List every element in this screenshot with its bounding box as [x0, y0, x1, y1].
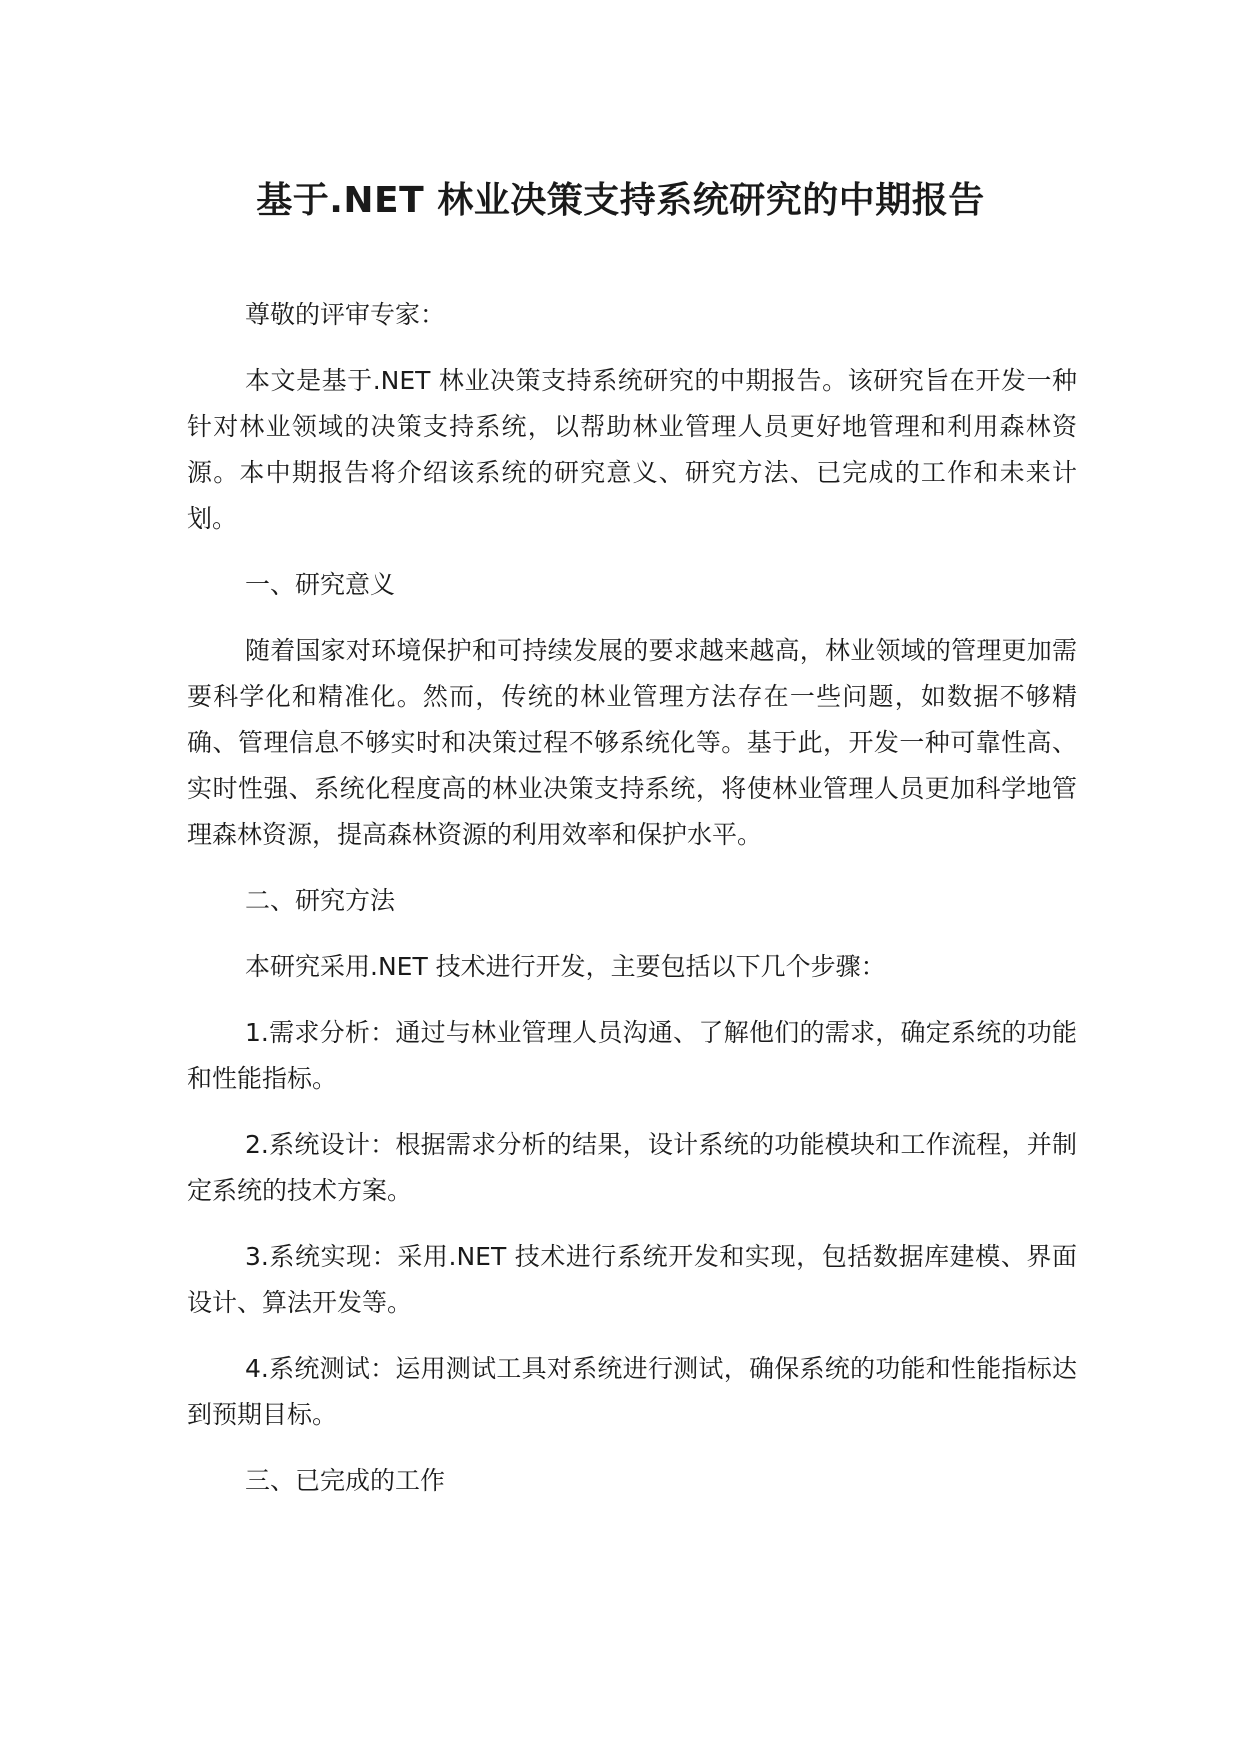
- method-step-2: 2.系统设计：根据需求分析的结果，设计系统的功能模块和工作流程，并制定系统的技术方案。: [187, 1130, 1077, 1205]
- intro-paragraph: 本文是基于.NET 林业决策支持系统研究的中期报告。该研究旨在开发一种针对林业领域的决策支持系统，以帮助林业管理人员更好地管理和利用森林资源。本中期报告将介绍该系统的研究意义、研究方法、已完成的工作和未来计划。: [187, 366, 1077, 533]
- methods-intro-paragraph: 本研究采用.NET 技术进行开发，主要包括以下几个步骤：: [245, 952, 886, 981]
- document-body: [187, 292, 1077, 1524]
- section-heading-methods: 二、研究方法: [245, 886, 396, 915]
- method-step-4: 4.系统测试：运用测试工具对系统进行测试，确保系统的功能和性能指标达到预期目标。: [187, 1354, 1077, 1429]
- salutation: 尊敬的评审专家：: [245, 300, 446, 329]
- section-heading-significance: 一、研究意义: [245, 570, 396, 599]
- method-step-3: 3.系统实现：采用.NET 技术进行系统开发和实现，包括数据库建模、界面设计、算法开发等。: [187, 1242, 1077, 1317]
- method-step-1: 1.需求分析：通过与林业管理人员沟通、了解他们的需求，确定系统的功能和性能指标。: [187, 1018, 1077, 1093]
- significance-paragraph: 随着国家对环境保护和可持续发展的要求越来越高，林业领域的管理更加需要科学化和精准化。然而，传统的林业管理方法存在一些问题，如数据不够精确、管理信息不够实时和决策过程不够系统化等。基于此，开发一种可靠性高、实时性强、系统化程度高的林业决策支持系统，将使林业管理人员更加科学地管理森林资源，提高森林资源的利用效率和保护水平。: [187, 636, 1077, 849]
- section-heading-completed-work: 三、已完成的工作: [245, 1466, 446, 1495]
- document-title: 基于.NET 林业决策支持系统研究的中期报告: [256, 180, 985, 221]
